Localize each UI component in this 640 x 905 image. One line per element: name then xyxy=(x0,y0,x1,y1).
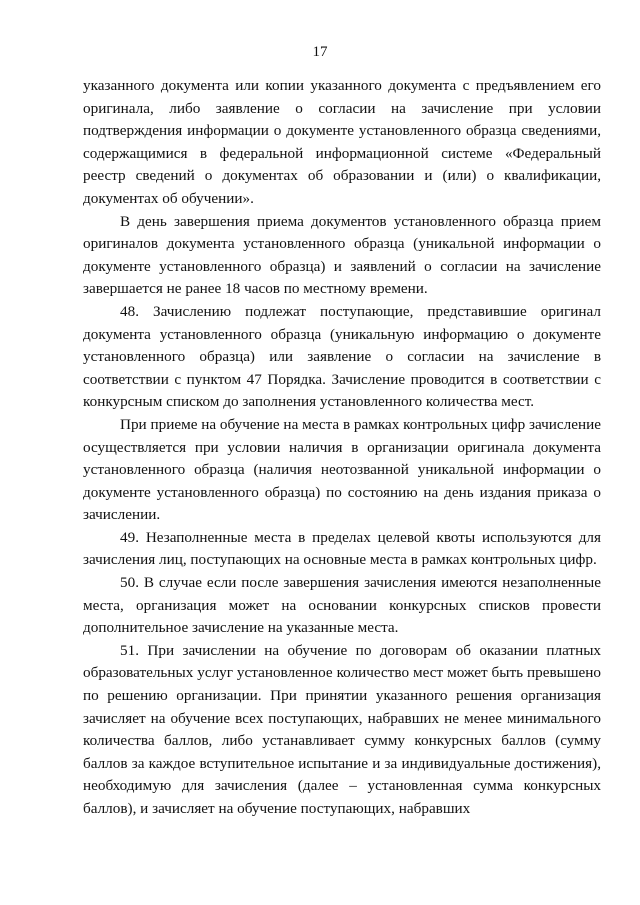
page-number: 17 xyxy=(312,44,328,60)
paragraph-document-deadline: В день завершения приема документов установленного образца прием оригиналов документа установленного образца (уникальной информации о документе установленного образца) и заявлений о согласии на зачисление завершается не ранее 18 часов по местному времени. xyxy=(83,212,601,298)
paragraph-48: 48. Зачислению подлежат поступающие, представившие оригинал документа установленного образца (уникальную информацию о документе установленного образца) или заявление о согласии на зачисление в соответствии с пунктом 47 Порядка. Зачисление проводится в соответствии с конкурсным списком до заполнения установленного количества мест. xyxy=(83,302,601,411)
paragraph-continuation: указанного документа или копии указанного документа с предъявлением его оригинала, либо заявление о согласии на зачисление при условии подтверждения информации о документе установленного образца сведениями, содержащимися в федеральной информационной системе «Федеральный реестр сведений о документах об образовании и (или) о квалификации, документах об обучении». xyxy=(83,77,601,207)
paragraph-50: 50. В случае если после завершения зачисления имеются незаполненные места, организация может на основании конкурсных списков провести дополнительное зачисление на указанные места. xyxy=(83,574,601,637)
document-body xyxy=(83,75,601,821)
paragraph-51: 51. При зачислении на обучение по договорам об оказании платных образовательных услуг установленное количество мест может быть превышено по решению организации. При принятии указанного решения организация зачисляет на обучение всех поступающих, набравших не менее минимального количества баллов, либо устанавливает сумму конкурсных баллов (сумму баллов за каждое вступительное испытание и за индивидуальные достижения), необходимую для зачисления (далее – установленная сумма конкурсных баллов), и зачисляет на обучение поступающих, набравших xyxy=(83,641,601,817)
paragraph-49: 49. Незаполненные места в пределах целевой квоты используются для зачисления лиц, поступающих на основные места в рамках контрольных цифр. xyxy=(83,528,601,569)
paragraph-control-figures: При приеме на обучение на места в рамках контрольных цифр зачисление осуществляется при условии наличия в организации оригинала документа установленного образца (наличия неотозванной уникальной информации о документе установленного образца) по состоянию на день издания приказа о зачислении. xyxy=(83,415,601,524)
